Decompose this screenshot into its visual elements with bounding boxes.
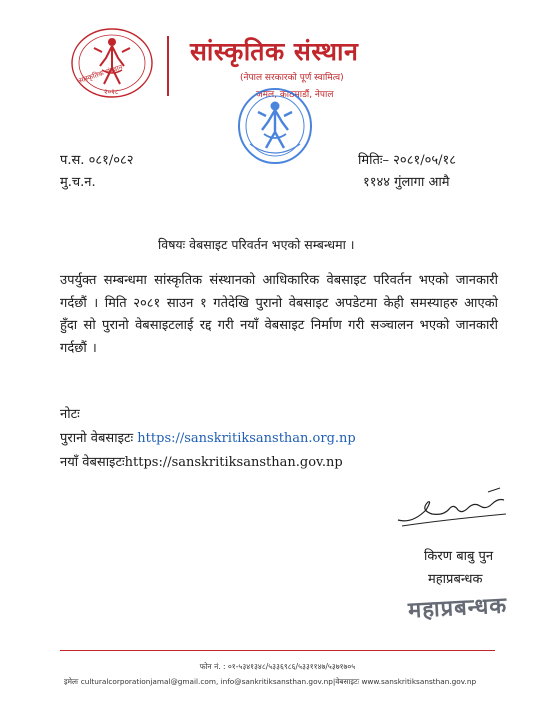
organization-subtitle: (नेपाल सरकारको पूर्ण स्वामित्व) (240, 73, 344, 83)
letter-body: उपर्युक्त सम्बन्धमा सांस्कृतिक संस्थानको आधिकारिक वेबसाइट परिवर्तन भएको जानकारी गर्दछौं । मिति २०८१ साउन १ गतेदेखि पुरानो वेबसाइट अपडेटमा केही समस्याहरु आएको हुँदा सो पुरानो वेबसाइटलाई रद्द गरी नयाँ वेबसाइट निर्माण गरी सञ्चालन भएको जानकारी गर्दछौं । (60, 273, 498, 356)
separator: | (332, 677, 336, 686)
office-stamp (236, 86, 314, 166)
reference-number: प.स. ०८१/०८२ (60, 153, 134, 168)
footer-phone: फोन नं. : ०१-५३४१३४८/५३३६९८६/५३३११४७/५३७१७०५ (199, 662, 356, 671)
handwritten-signature (392, 480, 512, 532)
old-website-link[interactable]: https://sanskritiksansthan.org.np (137, 431, 356, 446)
cn-prefix: मु. (60, 175, 72, 190)
footer-website[interactable]: www.sanskritiksansthan.gov.np (361, 677, 477, 686)
organization-address: जमल, काठमाडौं, नेपाल (256, 90, 334, 100)
new-website-label: नयाँ वेबसाइटः (60, 455, 125, 470)
footer-emails[interactable]: culturalcorporationjamal@gmail.com, info@sankritiksansthan.gov.np (80, 677, 333, 686)
serial-date: ११४४ गुंलागा आमै (363, 175, 450, 190)
letter-date: मितिः– २०८१/०५/१८ (358, 153, 457, 168)
old-website-label: पुरानो वेबसाइटः (60, 431, 134, 446)
organization-name: सांस्कृतिक संस्थान (190, 37, 359, 66)
new-website-link[interactable]: https://sanskritiksansthan.gov.np (124, 455, 343, 470)
dispatch-number (60, 172, 96, 190)
old-website-line (60, 428, 356, 446)
email-label: इमेलः (64, 677, 79, 686)
signatory-name: किरण बाबु पुन (424, 549, 494, 564)
footer-divider (60, 650, 495, 651)
letter-subject: विषयः वेबसाइट परिवर्तन भएको सम्बन्धमा । (158, 237, 355, 252)
logo-year: २०२८ (104, 88, 119, 96)
website-label: वेबसाइटः (335, 677, 360, 686)
new-website-line (60, 452, 343, 470)
logo-text: सांस्कृतिक संस्थान (77, 63, 124, 85)
signatory-designation: महाप्रबन्धक (428, 572, 483, 587)
cn-value: च.न. (71, 175, 96, 190)
header-divider (167, 36, 169, 96)
designation-stamp: महाप्रबन्धक (407, 593, 508, 624)
footer-contact (64, 677, 476, 687)
note-label: नोटः (60, 407, 80, 422)
